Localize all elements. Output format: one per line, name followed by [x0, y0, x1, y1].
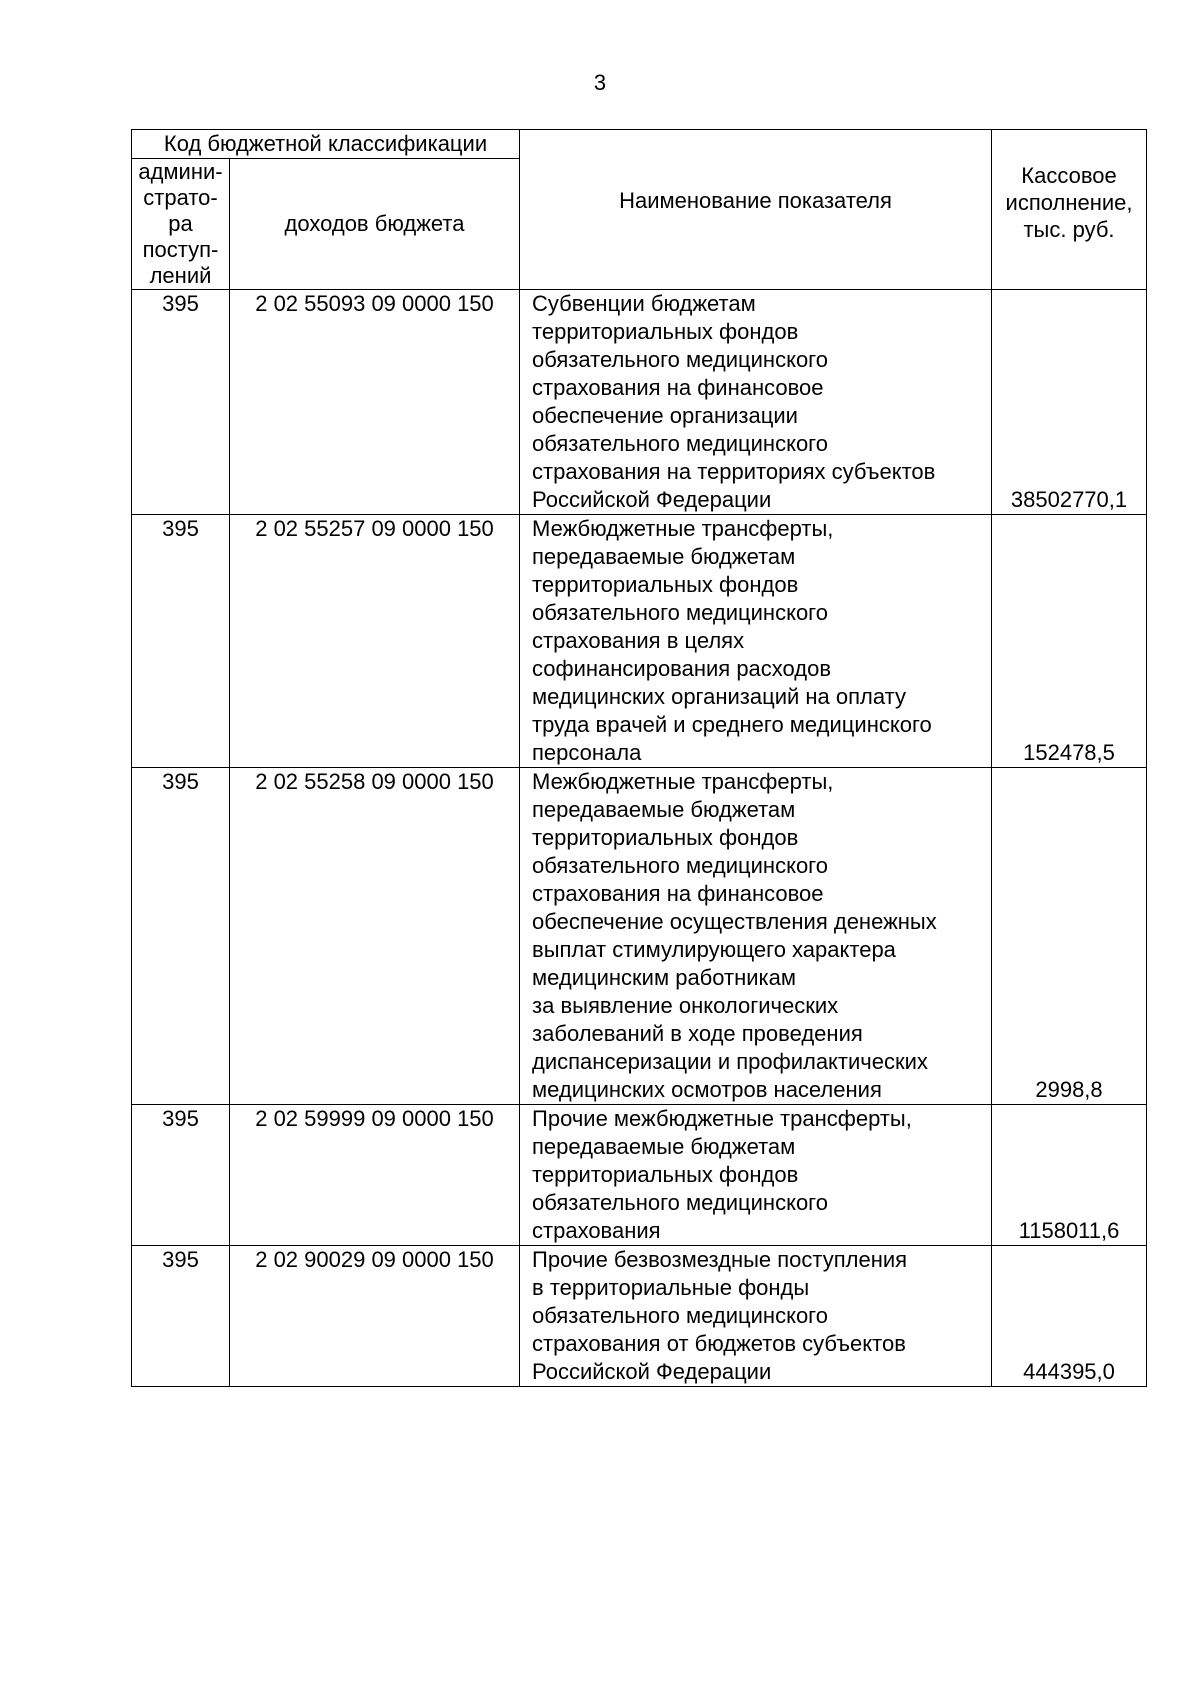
header-cash-line: исполнение,: [1005, 190, 1133, 215]
name-line: обеспечение осуществления денежных: [532, 909, 937, 934]
name-line: медицинским работникам: [532, 965, 797, 990]
name-line: Российской Федерации: [532, 487, 772, 512]
income-code-cell: 2 02 55257 09 0000 150: [230, 515, 520, 768]
page-number: 3: [593, 70, 607, 95]
admin-code-cell: 395: [132, 290, 230, 515]
indicator-name-cell: [520, 290, 992, 515]
header-admin-line: ра: [168, 211, 193, 236]
table-row: [132, 290, 1147, 515]
header-cash-execution: [992, 130, 1147, 290]
budget-revenue-table: [131, 129, 1147, 1387]
name-line: софинансирования расходов: [532, 656, 832, 681]
header-admin-line: лений: [149, 263, 212, 288]
name-line: обязательного медицинского: [532, 431, 828, 456]
indicator-name-cell: [520, 768, 992, 1105]
name-line: труда врачей и среднего медицинского: [532, 712, 932, 737]
table-row: [132, 768, 1147, 1105]
admin-code-cell: 395: [132, 768, 230, 1105]
header-budget-classification-code: Код бюджетной классификации: [132, 130, 520, 159]
name-line: выплат стимулирующего характера: [532, 937, 896, 962]
cash-value-cell: 2998,8: [992, 768, 1147, 1105]
name-line: передаваемые бюджетам: [532, 1134, 796, 1159]
income-code-cell: 2 02 55258 09 0000 150: [230, 768, 520, 1105]
income-code-cell: 2 02 55093 09 0000 150: [230, 290, 520, 515]
indicator-name-cell: [520, 1105, 992, 1246]
cash-value-cell: 152478,5: [992, 515, 1147, 768]
header-admin-line: админи-: [138, 159, 223, 184]
name-line: Прочие безвозмездные поступления: [532, 1247, 908, 1272]
name-line: Субвенции бюджетам: [532, 291, 756, 316]
header-admin-line: поступ-: [142, 237, 219, 262]
table-row: [132, 1246, 1147, 1387]
header-budget-income: доходов бюджета: [230, 159, 520, 290]
header-revenue-administrator: [132, 159, 230, 290]
name-line: территориальных фондов: [532, 572, 799, 597]
name-line: страхования в целях: [532, 628, 745, 653]
header-indicator-name: Наименование показателя: [520, 130, 992, 290]
name-line: обязательного медицинского: [532, 347, 828, 372]
cash-value-cell: 38502770,1: [992, 290, 1147, 515]
name-line: обязательного медицинского: [532, 1190, 828, 1215]
name-line: страхования на финансовое: [532, 375, 824, 400]
name-line: персонала: [532, 740, 642, 765]
admin-code-cell: 395: [132, 515, 230, 768]
name-line: обеспечение организации: [532, 403, 798, 428]
table-row: [132, 515, 1147, 768]
name-line: за выявление онкологических: [532, 993, 839, 1018]
name-line: обязательного медицинского: [532, 600, 828, 625]
cash-value-cell: 1158011,6: [992, 1105, 1147, 1246]
name-line: Прочие межбюджетные трансферты,: [532, 1106, 912, 1131]
name-line: передаваемые бюджетам: [532, 797, 796, 822]
name-line: страхования: [532, 1218, 661, 1243]
name-line: заболеваний в ходе проведения: [532, 1021, 863, 1046]
header-cash-line: тыс. руб.: [1023, 217, 1115, 242]
name-line: территориальных фондов: [532, 319, 799, 344]
header-cash-line: Кассовое: [1021, 163, 1117, 188]
name-line: в территориальные фонды: [532, 1275, 810, 1300]
admin-code-cell: 395: [132, 1246, 230, 1387]
name-line: медицинских осмотров населения: [532, 1077, 882, 1102]
name-line: обязательного медицинского: [532, 853, 828, 878]
income-code-cell: 2 02 59999 09 0000 150: [230, 1105, 520, 1246]
name-line: Российской Федерации: [532, 1359, 772, 1384]
name-line: обязательного медицинского: [532, 1303, 828, 1328]
cash-value-cell: 444395,0: [992, 1246, 1147, 1387]
name-line: страхования на финансовое: [532, 881, 824, 906]
name-line: Межбюджетные трансферты,: [532, 516, 834, 541]
name-line: медицинских организаций на оплату: [532, 684, 906, 709]
header-row-group: [132, 130, 1147, 159]
indicator-name-cell: [520, 515, 992, 768]
name-line: диспансеризации и профилактических: [532, 1049, 928, 1074]
indicator-name-cell: [520, 1246, 992, 1387]
name-line: страхования от бюджетов субъектов: [532, 1331, 906, 1356]
income-code-cell: 2 02 90029 09 0000 150: [230, 1246, 520, 1387]
name-line: территориальных фондов: [532, 1162, 799, 1187]
name-line: Межбюджетные трансферты,: [532, 769, 834, 794]
name-line: территориальных фондов: [532, 825, 799, 850]
header-admin-line: страто-: [143, 185, 218, 210]
table-row: [132, 1105, 1147, 1246]
admin-code-cell: 395: [132, 1105, 230, 1246]
name-line: страхования на территориях субъектов: [532, 459, 936, 484]
name-line: передаваемые бюджетам: [532, 544, 796, 569]
